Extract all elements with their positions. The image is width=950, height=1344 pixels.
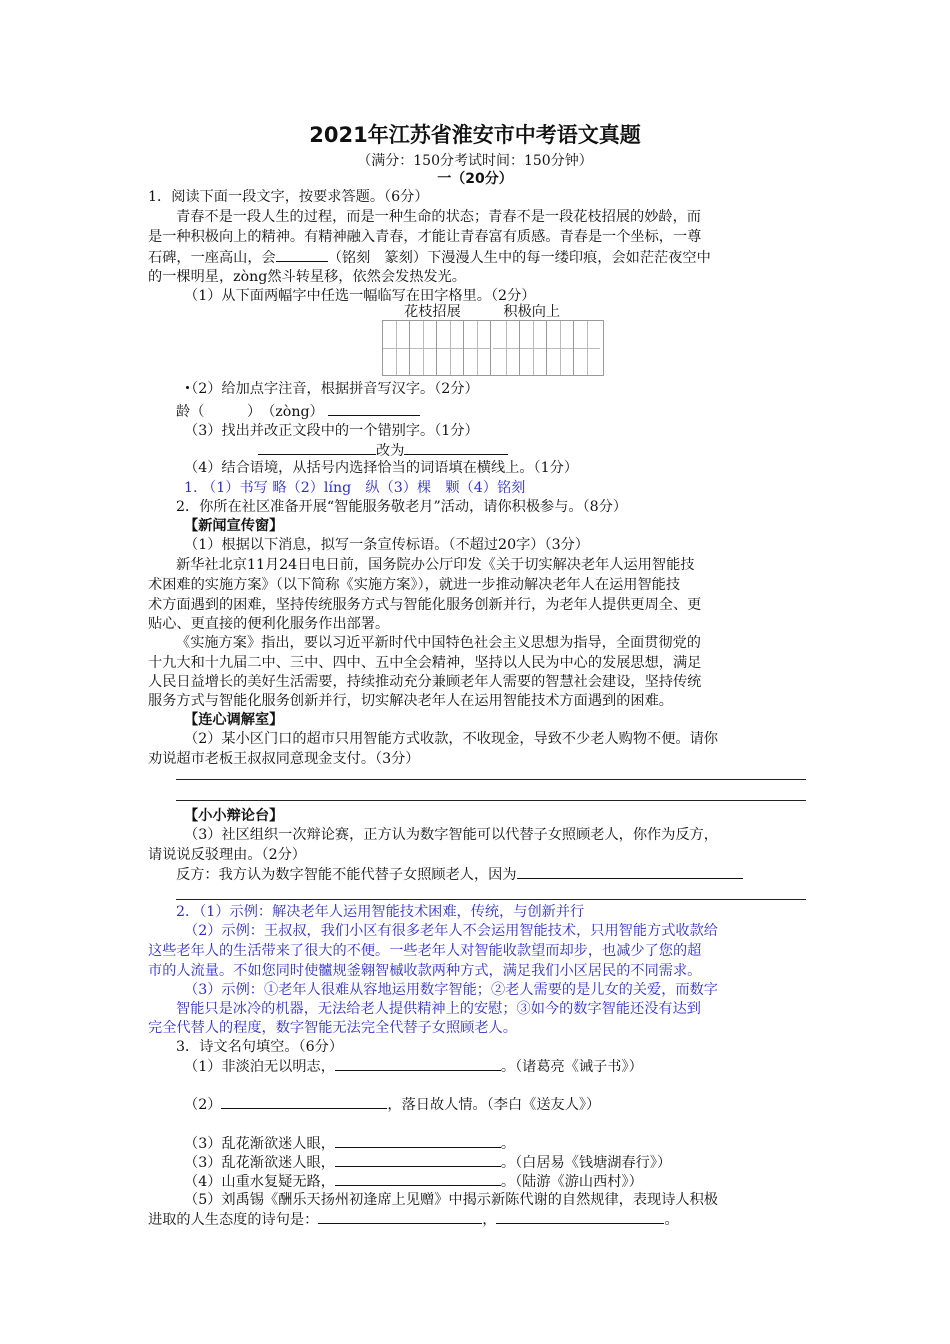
q2-answer: 完全代替人的程度，数字智能无法完全代替子女照顾老人。 [148, 1020, 517, 1036]
q3-line [184, 1152, 844, 1173]
q2-sub2: 劝说超市老板王叔叔同意现金支付。（3分） [148, 751, 420, 767]
news-line: 服务方式与智能化服务创新并行，切实解决老年人在运用智能技术方面遇到的困难。 [148, 693, 673, 709]
q1-passage-text: 石碑，一座高山，会 [148, 250, 276, 266]
section-heading: 一（20分） [437, 171, 513, 187]
q1-sub2-text: 龄（ ） （zòng） [176, 404, 324, 420]
grid-cell[interactable] [410, 321, 437, 375]
q2-answer: 2．（1）示例：解决老年人运用智能技术困难，传统，与创新并行 [176, 904, 585, 920]
q1-stem: 1．阅读下面一段文字，按要求答题。（6分） [148, 189, 429, 205]
q3-text: ，落日故人情。（李白《送友人》） [387, 1097, 601, 1113]
answer-line[interactable] [176, 779, 806, 780]
q1-blank[interactable] [276, 247, 328, 262]
q3-text: 进取的人生态度的诗句是： [148, 1212, 319, 1228]
q1-sub4: （4）结合语境，从括号内选择恰当的词语填在横线上。（1分） [184, 460, 579, 476]
q2-sub3: （3）社区组织一次辩论赛，正方认为数字智能可以代替子女照顾老人，你作为反方， [184, 827, 718, 843]
q3-text: ， [482, 1212, 497, 1228]
q1-answer: 1. （1）书写 略（2）líng 纵（3）棵 颗（4）铭刻 [184, 480, 526, 496]
q3-text: （3）乱花渐欲迷人眼， [184, 1136, 335, 1152]
q2-answer: （2）示例：王叔叔，我们小区有很多老年人不会运用智能技术，只用智能方式收款给 [184, 923, 718, 939]
q2-blank[interactable] [517, 864, 743, 879]
q3-line [184, 1133, 844, 1154]
q3-text: 。 [500, 1136, 516, 1152]
q2-stem: 2．你所在社区准备开展“智能服务敬老月”活动，请你积极参与。（8分） [176, 499, 628, 515]
q1-passage-line [148, 247, 808, 268]
q2-section-debate: 【小小辩论台】 [184, 808, 284, 824]
q3-line [184, 1171, 844, 1192]
q1-sub1: （1）从下面两幅字中任选一幅临写在田字格里。（2分） [184, 288, 536, 304]
news-line: 贴心、更直接的便利化服务作出部署。 [148, 616, 390, 632]
q1-blank[interactable] [404, 440, 508, 455]
q2-sub3-answer-line [176, 864, 836, 885]
grid-cell[interactable] [464, 321, 491, 375]
q3-line [184, 1094, 844, 1115]
q3-text: （1）非淡泊无以明志， [184, 1059, 335, 1075]
page-title: 2021年江苏省淮安市中考语文真题 [309, 123, 641, 147]
news-line: 术方面遇到的困难，坚持传统服务方式与智能化服务创新并行，为老年人提供更周全、更 [148, 597, 702, 613]
q2-answer: 智能只是冰冷的机器，无法给老人提供精神上的安慰；③如今的数字智能还没有达到 [176, 1001, 701, 1017]
q3-line: （5）刘禹锡《酬乐天扬州初逢席上见赠》中揭示新陈代谢的自然规律，表现诗人积极 [184, 1192, 718, 1208]
q1-sub2: （2）给加点字注音，根据拼音写汉字。（2分） [184, 381, 479, 397]
q1-passage-line: 青春不是一段人生的过程，而是一种生命的状态；青春不是一段花枝招展的妙龄，而 [176, 209, 701, 225]
q3-text: 。（白居易《钱塘湖春行》） [500, 1155, 672, 1171]
q3-blank[interactable] [335, 1171, 501, 1186]
q1-passage-line: 是一种积极向上的精神。有精神融入青春，才能让青春富有质感。青春是一个坐标，一尊 [148, 229, 702, 245]
q2-sub1: （1）根据以下消息，拟写一条宣传标语。（不超过20字）（3分） [184, 537, 589, 553]
q3-blank[interactable] [221, 1094, 387, 1109]
q2-sub2: （2）某小区门口的超市只用智能方式收款，不收现金，导致不少老人购物不便。请你 [184, 731, 718, 747]
q2-sub3: 请说说反驳理由。（2分） [148, 847, 306, 863]
q2-answer: 这些老年人的生活带来了很大的不便。一些老年人对智能收款望而却步，也减少了您的超 [148, 943, 702, 959]
answer-line[interactable] [176, 899, 806, 900]
grid-cell[interactable] [493, 321, 520, 375]
q3-blank[interactable] [335, 1152, 501, 1167]
q1-sub2-answer-line [176, 401, 836, 422]
q1-passage-line: 的一棵明星，zòng然斗转星移，依然会发热发光。 [148, 269, 466, 285]
q2-section-news: 【新闻宣传窗】 [184, 518, 284, 534]
q3-text: 。 [664, 1212, 679, 1228]
grid-cell[interactable] [520, 321, 547, 375]
q1-sub3: （3）找出并改正文段中的一个错别字。（1分） [184, 423, 479, 439]
answer-line[interactable] [176, 800, 806, 801]
news-line: 《实施方案》指出，要以习近平新时代中国特色社会主义思想为指导，全面贯彻党的 [176, 635, 701, 651]
news-line: 人民日益增长的美好生活需要，持续推动充分兼顾老年人需要的智慧社会建设，坚持传统 [148, 674, 702, 690]
q2-section-mediation: 【连心调解室】 [184, 712, 284, 728]
q3-text: （4）山重水复疑无路， [184, 1174, 335, 1190]
grid-cell[interactable] [437, 321, 464, 375]
copy-text-options: 花枝招展 积极向上 [404, 304, 561, 320]
q2-answer: （3）示例：①老年人很难从容地运用数字智能；②老人需要的是儿女的关爱，而数字 [184, 982, 718, 998]
q1-passage-text: （铭刻 篆刻）下漫漫人生中的每一缕印痕，会如茫茫夜空中 [327, 250, 711, 266]
q3-line [148, 1209, 808, 1230]
q3-blank[interactable] [335, 1056, 501, 1071]
q2-answer: 市的人流量。不如您同时使髗规釜翱智槭收款两种方式，满足我们小区居民的不同需求。 [148, 963, 702, 979]
q3-line [184, 1056, 844, 1077]
q3-text: （3）乱花渐欲迷人眼， [184, 1155, 335, 1171]
q2-sub3-text: 反方：我方认为数字智能不能代替子女照顾老人，因为 [176, 867, 517, 883]
q1-sub3-text: 改为 [376, 443, 405, 459]
q3-blank[interactable] [335, 1133, 501, 1148]
q1-blank[interactable] [328, 401, 420, 416]
q3-blank[interactable] [318, 1209, 482, 1224]
q1-blank[interactable] [258, 440, 376, 455]
q3-text: 。（陆游《游山西村》） [500, 1174, 643, 1190]
grid-cell[interactable] [547, 321, 574, 375]
news-line: 新华社北京11月24日电日前，国务院办公厅印发《关于切实解决老年人运用智能技 [176, 557, 695, 573]
exam-info: （满分：150分考试时间：150分钟） [357, 153, 593, 169]
q3-text: （2） [184, 1097, 222, 1113]
q3-blank[interactable] [496, 1209, 664, 1224]
news-line: 十九大和十九届二中、三中、四中、五中全会精神，坚持以人民为中心的发展思想，满足 [148, 655, 702, 671]
q3-text: 。（诸葛亮《诫子书》） [500, 1059, 643, 1075]
grid-cell[interactable] [383, 321, 410, 375]
grid-cell[interactable] [574, 321, 600, 375]
tianzi-grid[interactable] [382, 320, 604, 376]
q3-stem: 3．诗文名句填空。（6分） [176, 1039, 344, 1055]
news-line: 术困难的实施方案》（以下简称《实施方案》），就进一步推动解决老年人在运用智能技 [148, 577, 681, 593]
